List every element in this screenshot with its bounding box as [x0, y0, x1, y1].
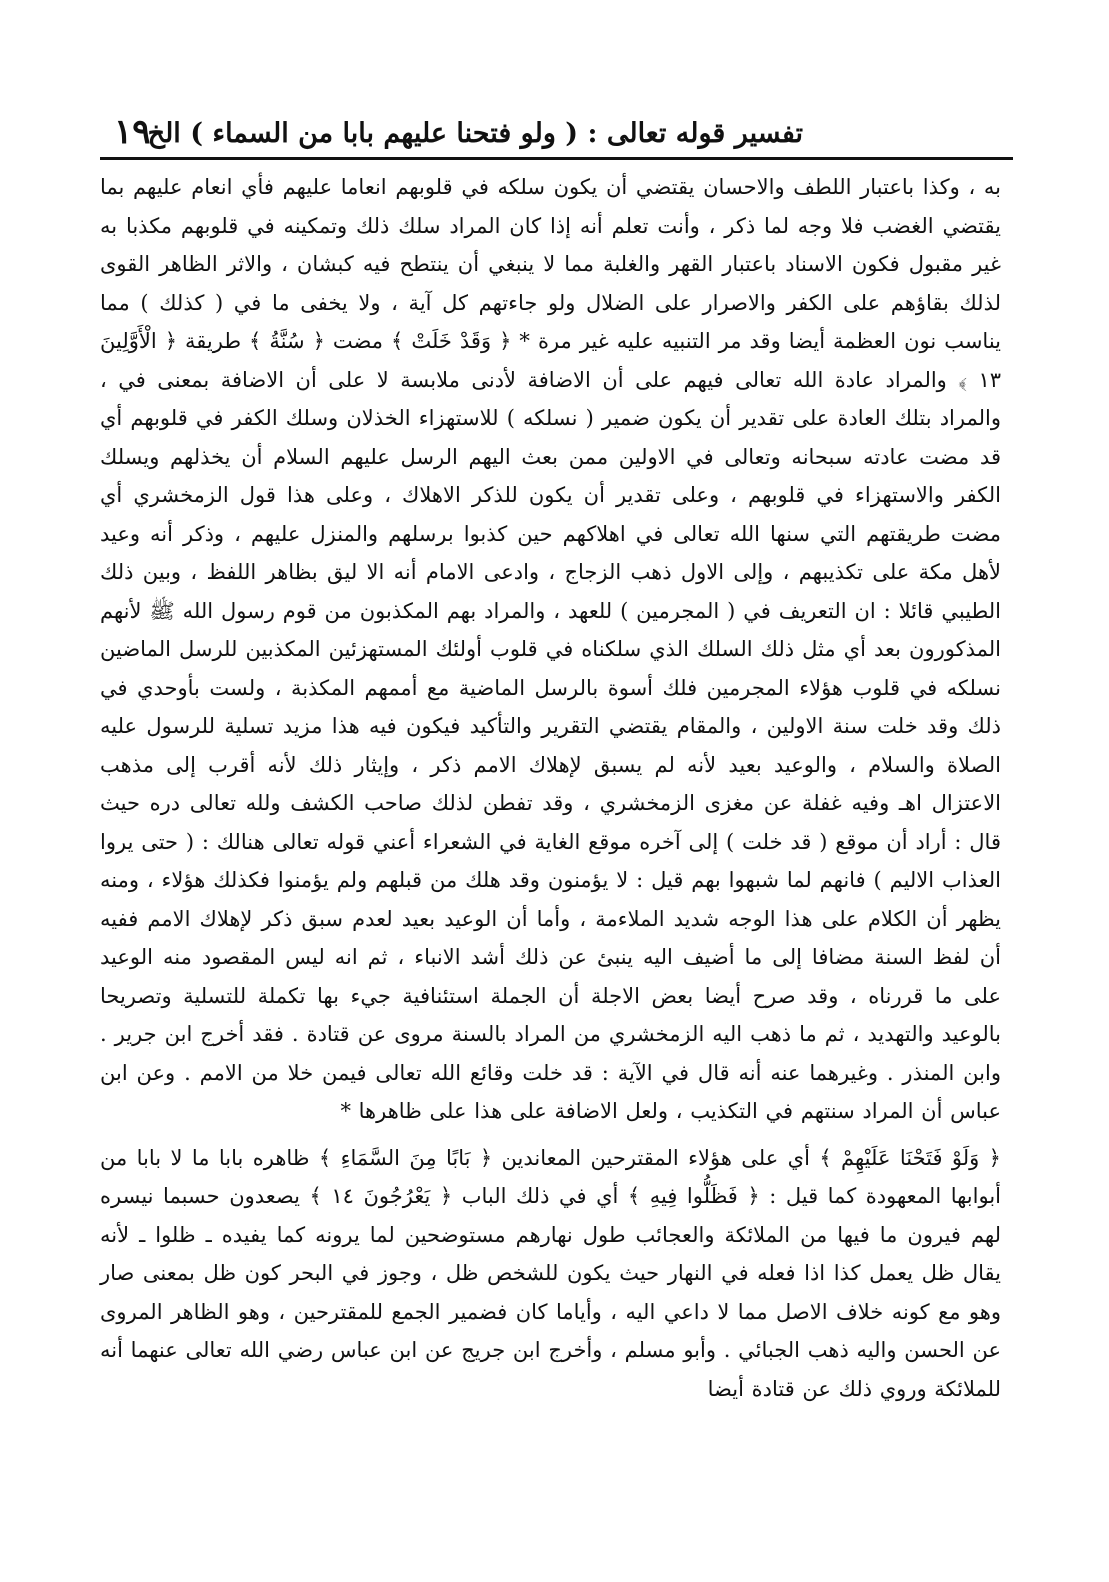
paragraph: ﴿ وَلَوْ فَتَحْنَا عَلَيْهِمْ ﴾ أي على هؤلاء المقترحين المعاندين ﴿ بَابًا مِنَ السَّمَاءِ ﴾ ظاهره بابا ما لا بابا من أبوابها المعهودة كما قيل : ﴿ فَظَلُّوا فِيهِ ﴾ أي في ذلك الباب ﴿ يَعْرُجُونَ ١٤ ﴾ يصعدون حسبما نيسره لهم فيرون ما فيها من الملائكة والعجائب طول نهارهم مستوضحين لما يرونه كما يفيده ـ ظلوا ـ لأنه يقال ظل يعمل كذا اذا فعله في النهار حيث يكون للشخص ظل ، وجوز في البحر كون ظل بمعنى صار وهو مع كونه خلاف الاصل مما لا داعي اليه ، وأياما كان فضمير الجمع للمقترحين ، وهو الظاهر المروى عن الحسن واليه ذهب الجبائي . وأبو مسلم ، وأخرج ابن جريج عن ابن عباس رضي الله تعالى عنهما أنه للملائكة وروي ذلك عن قتادة أيضا [100, 1145, 1001, 1401]
page-title: تفسير قوله تعالى : ( ولو فتحنا عليهم بابا من السماء ) الخ [147, 118, 803, 149]
paragraph: به ، وكذا باعتبار اللطف والاحسان يقتضي أن يكون سلكه في قلوبهم انعاما عليهم فأي انعام عليهم بما يقتضي الغضب فلا وجه لما ذكر ، وأنت تعلم أنه إذا كان المراد سلك ذلك وتمكينه في قلوبهم مكذبا به غير مقبول فكون الاسناد باعتبار القهر والغلبة مما لا ينبغي أن ينتطح فيه كبشان ، والاثر الظاهر القوى لذلك بقاؤهم على الكفر والاصرار على الضلال ولو جاءتهم كل آية ، ولا يخفى ما في ( كذلك ) مما يناسب نون العظمة أيضا وقد مر التنبيه عليه غير مرة * ﴿ وَقَدْ خَلَتْ ﴾ مضت ﴿ سُنَّةُ ﴾ طريقة ﴿ الْأَوَّلِينَ ١٣ ﴾ والمراد عادة الله تعالى فيهم على أن الاضافة لأدنى ملابسة لا على أن الاضافة بمعنى في ، والمراد بتلك العادة على تقدير أن يكون ضمير ( نسلكه ) للاستهزاء الخذلان وسلك الكفر في قلوبهم أي قد مضت عادته سبحانه وتعالى في الاولين ممن بعث اليهم الرسل عليهم السلام أن يخذلهم ويسلك الكفر والاستهزاء في قلوبهم ، وعلى تقدير أن يكون للذكر الاهلاك ، وعلى هذا قول الزمخشري أي مضت طريقتهم التي سنها الله تعالى في اهلاكهم حين كذبوا برسلهم والمنزل عليهم ، وذكر أنه وعيد لأهل مكة على تكذيبهم ، وإلى الاول ذهب الزجاج ، وادعى الامام أنه الا ليق بظاهر اللفظ ، وبين ذلك الطيبي قائلا : ان التعريف في ( المجرمين ) للعهد ، والمراد بهم المكذبون من قوم رسول الله ﷺ لأنهم المذكورون بعد أي مثل ذلك السلك الذي سلكناه في قلوب أولئك المستهزئين المكذبين للرسل الماضين نسلكه في قلوب هؤلاء المجرمين فلك أسوة بالرسل الماضية مع أممهم المكذبة ، ولست بأوحدي في ذلك وقد خلت سنة الاولين ، والمقام يقتضي التقرير والتأكيد فيكون فيه هذا مزيد تسلية للرسول عليه الصلاة والسلام ، والوعيد بعيد لأنه لم يسبق لإهلاك الامم ذكر ، وإيثار ذلك لأنه أقرب إلى مذهب الاعتزال اهـ وفيه غفلة عن مغزى الزمخشري ، وقد تفطن لذلك صاحب الكشف ولله تعالى دره حيث قال : أراد أن موقع ( قد خلت ) إلى آخره موقع الغاية في الشعراء أعني قوله تعالى هنالك : ( حتى يروا العذاب الاليم ) فانهم لما شبهوا بهم قيل : لا يؤمنون وقد هلك من قبلهم ولم يؤمنوا فكذلك هؤلاء ، ومنه يظهر أن الكلام على هذا الوجه شديد الملاءمة ، وأما أن الوعيد بعيد لعدم سبق ذكر لإهلاك الامم ففيه أن لفظ السنة مضافا إلى ما أضيف اليه ينبئ عن ذلك أشد الانباء ، ثم انه ليس المقصود منه الوعيد على ما قررناه ، وقد صرح أيضا بعض الاجلة أن الجملة استئنافية جيء بها تكملة للتسلية وتصريحا بالوعيد والتهديد ، ثم ما ذهب اليه الزمخشري من المراد بالسنة مروى عن قتادة . فقد أخرج ابن جرير . وابن المنذر . وغيرهما عنه أنه قال في الآية : قد خلت وقائع الله تعالى فيمن خلا من الامم . وعن ابن عباس أن المراد سنتهم في التكذيب ، ولعل الاضافة على هذا على ظاهرها * [100, 175, 1001, 1123]
page-number: ١٩ [114, 112, 151, 152]
header-rule [100, 157, 1013, 160]
body-text [100, 168, 1001, 1408]
page-header [100, 112, 1013, 160]
